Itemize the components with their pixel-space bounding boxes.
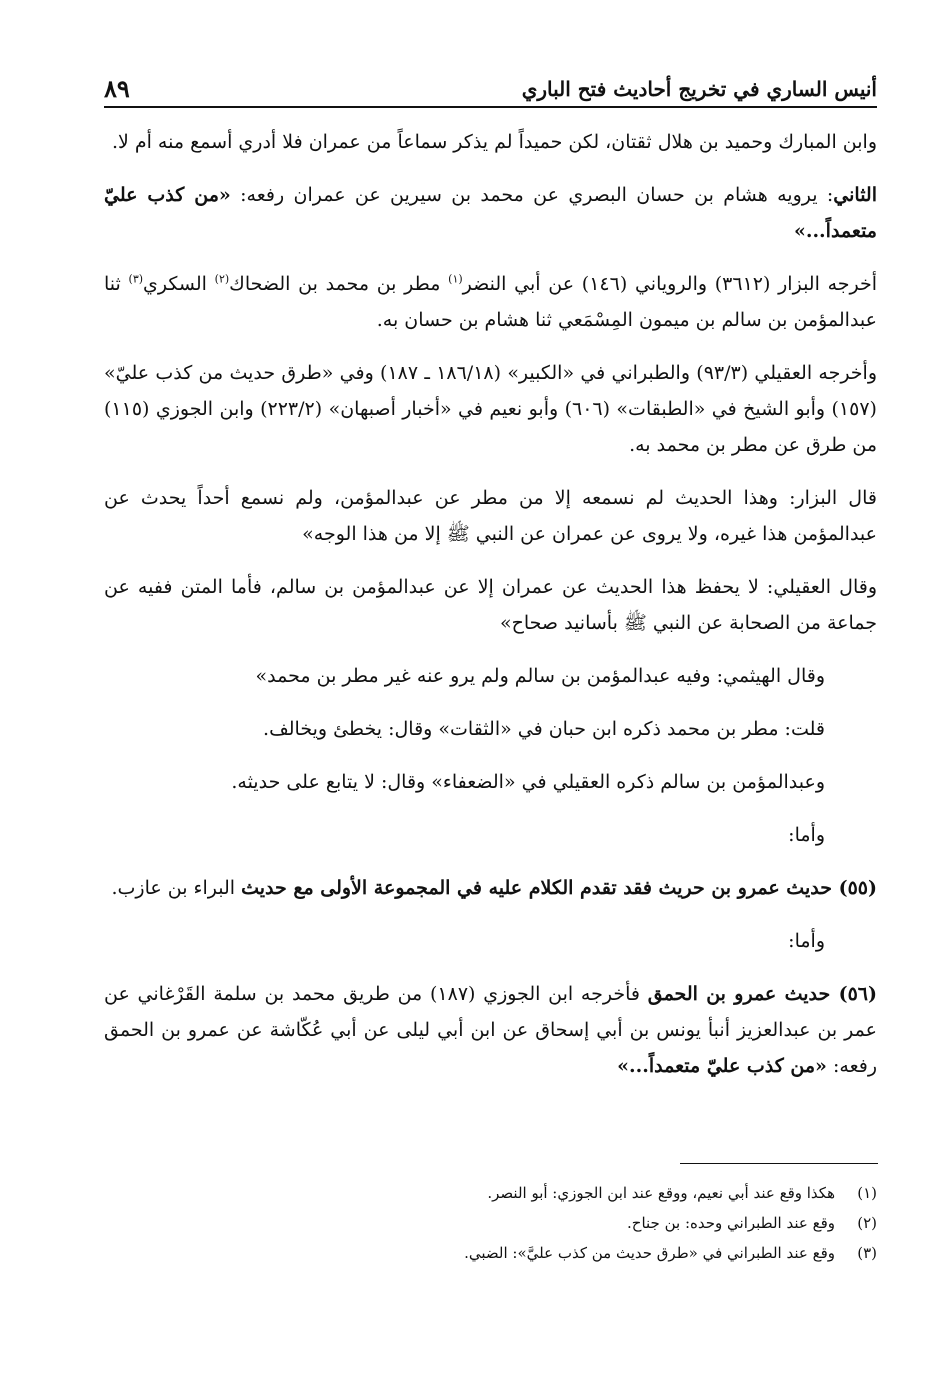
paragraph: [104, 658, 877, 694]
footnote-ref: (١): [448, 272, 463, 286]
text-run: ثنا عبدالمؤمن بن سالم بن ميمون المِسْمَعي ثنا هشام بن حسان به.: [104, 273, 877, 331]
text-run: وأما:: [788, 930, 825, 952]
paragraph: [104, 870, 877, 906]
text-run: قال البزار: وهذا الحديث لم نسمعه إلا من مطر عن عبدالمؤمن، ولم نسمع أحداً يحدث عن عبدالمؤمن هذا غيره، ولا يروى عن عمران عن النبي ﷺ إلا من هذا الوجه»: [104, 487, 877, 545]
bold-text: الثاني: [833, 184, 877, 206]
footnotes: [104, 1178, 877, 1268]
footnote-text: وقع عند الطبراني في «طرق حديث من كذب عليَّ»: الضبي.: [464, 1244, 835, 1262]
text-run: البراء بن عازب.: [111, 877, 242, 899]
footnote-text: هكذا وقع عند أبي نعيم، ووقع عند ابن الجوزي: أبو النصر.: [487, 1184, 835, 1202]
text-run: وأما:: [788, 824, 825, 846]
paragraph: [104, 177, 877, 249]
running-header: [104, 66, 877, 104]
text-run: وقال الهيثمي: وفيه عبدالمؤمن بن سالم ولم يرو عنه غير مطر بن محمد»: [255, 665, 825, 687]
footnote-ref: (٣): [128, 272, 144, 286]
text-run: أخرجه البزار (٣٦١٢) والروياني (١٤٦) عن أبي النضر: [462, 273, 878, 295]
text-run: السكري: [143, 273, 215, 295]
footnote-number: (٢): [857, 1214, 877, 1232]
footnote-ref: (٢): [214, 272, 230, 286]
paragraph: [104, 355, 877, 463]
footnote-number: (٣): [857, 1244, 877, 1262]
footnote: [104, 1238, 877, 1268]
main-text: [104, 124, 877, 1101]
bold-text: «من كذب عليّ متعمداً...»: [104, 184, 877, 242]
paragraph: [104, 569, 877, 641]
footnote-rule: [680, 1163, 878, 1164]
text-run: وقال العقيلي: لا يحفظ هذا الحديث عن عمران إلا عن عبدالمؤمن بن سالم، فأما المتن ففيه عن جماعة من الصحابة عن النبي ﷺ بأسانيد صحاح»: [104, 576, 877, 634]
header-rule: [104, 106, 877, 108]
bold-text: «من كذب عليّ متعمداً...»: [617, 1055, 827, 1077]
text-run: وعبدالمؤمن بن سالم ذكره العقيلي في «الضعفاء» وقال: لا يتابع على حديثه.: [231, 771, 825, 793]
text-run: : يرويه هشام بن حسان البصري عن محمد بن سيرين عن عمران رفعه:: [230, 184, 834, 206]
paragraph: [104, 976, 877, 1084]
text-run: قلت: مطر بن محمد ذكره ابن حبان في «الثقات» وقال: يخطئ ويخالف.: [263, 718, 825, 740]
text-run: فأخرجه ابن الجوزي (١٨٧) من طريق محمد بن سلمة القَرْغاني عن عمر بن عبدالعزيز أنبأ يونس بن أبي إسحاق عن ابن أبي ليلى عن أبي عُكّاشة عن عمرو بن الحمق رفعه:: [104, 983, 877, 1077]
book-title: أنيس الساري في تخريج أحاديث فتح الباري: [521, 77, 877, 101]
footnote: [104, 1208, 877, 1238]
bold-text: (٥٥) حديث عمرو بن حريث فقد تقدم الكلام عليه في المجموعة الأولى مع حديث: [241, 877, 877, 899]
text-run: وابن المبارك وحميد بن هلال ثقتان، لكن حميداً لم يذكر سماعاً من عمران فلا أدري أسمع منه أم لا.: [111, 131, 877, 153]
footnote-text: وقع عند الطبراني وحده: بن جناح.: [627, 1214, 835, 1232]
text-run: مطر بن محمد بن الضحاك: [229, 273, 449, 295]
footnote-number: (١): [857, 1184, 877, 1202]
footnote: [104, 1178, 877, 1208]
paragraph: [104, 923, 877, 959]
text-run: وأخرجه العقيلي (٩٣/٣) والطبراني في «الكبير» (١٨٦/١٨ ـ ١٨٧) وفي «طرق حديث من كذب عليّ» (١٥٧) وأبو الشيخ في «الطبقات» (٦٠٦) وأبو نعيم في «أخبار أصبهان» (٢٢٣/٢) وابن الجوزي (١١٥) من طرق عن مطر بن محمد به.: [104, 362, 878, 456]
paragraph: [104, 480, 877, 552]
paragraph: [104, 124, 877, 160]
paragraph: [104, 266, 877, 338]
page-number: ٨٩: [104, 74, 130, 103]
paragraph: [104, 711, 877, 747]
paragraph: [104, 764, 877, 800]
bold-text: (٥٦) حديث عمرو بن الحمق: [647, 983, 877, 1005]
paragraph: [104, 817, 877, 853]
